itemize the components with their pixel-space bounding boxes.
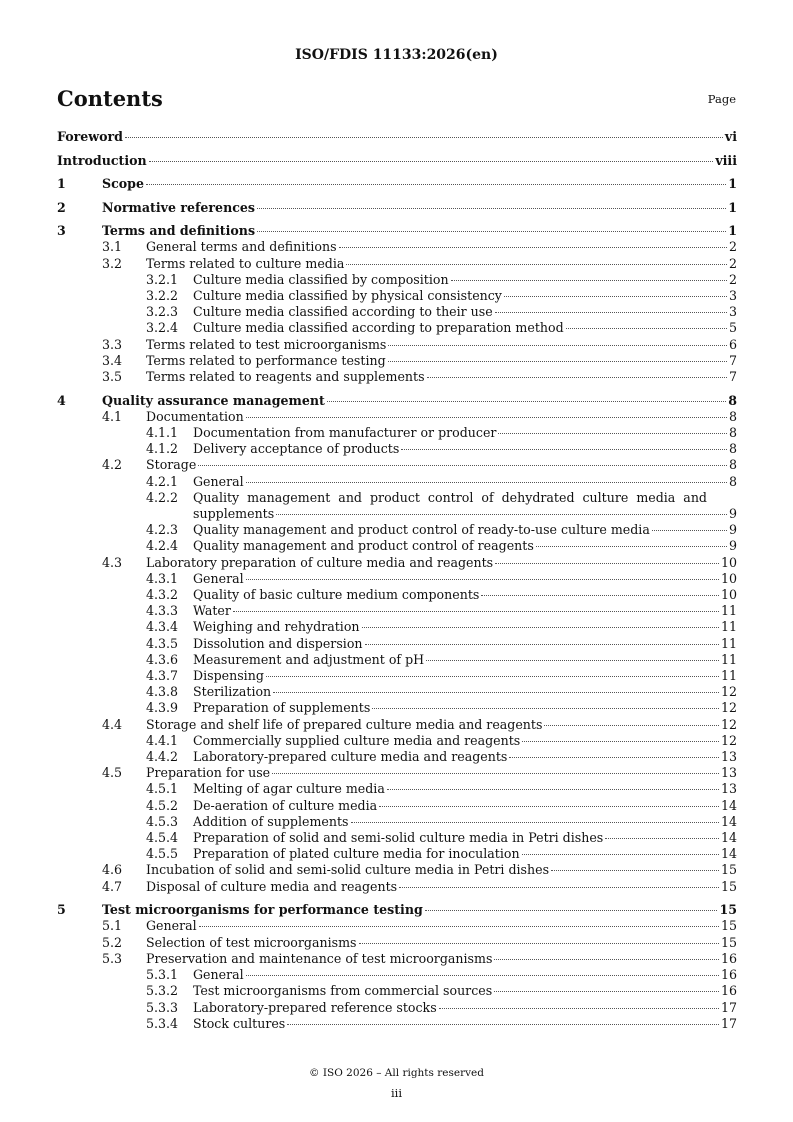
toc-leader-dots	[362, 627, 719, 628]
toc-entry-number: 5	[57, 902, 66, 918]
toc-entry-title: Storage and shelf life of prepared culture media and reagents	[146, 716, 543, 732]
toc-entry-title: Foreword	[57, 129, 123, 144]
toc-entry-title: Disposal of culture media and reagents	[146, 878, 398, 894]
toc-entry[interactable]	[57, 369, 737, 385]
toc-entry[interactable]	[57, 846, 737, 862]
toc-entry-title: Quality management and product control of dehydrated culture media and	[193, 489, 707, 505]
toc-entry-title: Culture media classified by physical consistency	[193, 287, 502, 303]
toc-entry-number: 4.2	[102, 457, 123, 473]
toc-entry-number: 4.3.2	[146, 587, 179, 603]
toc-entry[interactable]	[57, 935, 737, 951]
toc-entry-page: 8	[728, 425, 737, 440]
toc-leader-dots	[199, 926, 719, 927]
toc-entry-number: 3.3	[102, 336, 123, 352]
toc-entry-page: 12	[720, 684, 737, 700]
toc-entry-title: Preparation of solid and semi-solid culture media in Petri dishes	[193, 830, 604, 846]
toc-entry-title: Documentation from manufacturer or producer	[193, 425, 497, 440]
toc-entry-title: Addition of supplements	[193, 813, 349, 829]
toc-entry[interactable]	[57, 814, 737, 830]
toc-leader-dots	[257, 231, 726, 232]
toc-entry-number: 5.3.3	[146, 999, 179, 1015]
toc-entry-title: Culture media classified according to preparation method	[193, 320, 564, 336]
toc-entry-number: 4.4.2	[146, 749, 179, 765]
toc-leader-dots	[495, 563, 719, 564]
toc-entry-page: 7	[728, 369, 737, 384]
toc-entry-title: Preparation for use	[146, 765, 271, 781]
toc-entry[interactable]	[57, 781, 737, 797]
toc-entry-page: 10	[720, 570, 737, 586]
toc-entry-page: 1	[728, 223, 737, 239]
toc-entry-title: Preparation of supplements	[193, 700, 371, 716]
toc-entry-number: 4.4	[102, 716, 123, 732]
toc-leader-dots	[351, 822, 719, 823]
toc-entry-number: 4.4.1	[146, 732, 179, 748]
page-number: iii	[390, 1086, 403, 1100]
toc-entry-number: 4.5.1	[146, 781, 179, 797]
toc-entry-page: 8	[728, 408, 737, 424]
toc-entry-number: 4.2.1	[146, 473, 179, 489]
toc-entry-title: General	[146, 918, 197, 934]
toc-entry-number: 3.2.3	[146, 304, 179, 320]
toc-leader-dots	[372, 708, 719, 709]
toc-leader-dots	[365, 644, 719, 645]
toc-entry[interactable]	[57, 223, 737, 239]
toc-leader-dots	[426, 660, 719, 661]
toc-entry-page: 12	[720, 700, 737, 716]
toc-entry-page: 8	[728, 441, 737, 457]
toc-entry[interactable]	[57, 652, 737, 668]
toc-entry-page: 13	[720, 749, 737, 765]
toc-leader-dots	[246, 417, 727, 418]
toc-leader-dots	[276, 514, 727, 515]
toc-entry-number: 4.5.4	[146, 830, 179, 846]
toc-entry-number: 4.3.7	[146, 668, 179, 684]
toc-entry-title: Quality management and product control of reagents	[193, 538, 534, 554]
toc-entry-title: Sterilization	[193, 684, 272, 700]
toc-entry[interactable]	[57, 129, 737, 145]
toc-leader-dots	[522, 741, 719, 742]
toc-entry-page: 11	[720, 651, 737, 667]
toc-entry-number: 4.2.2	[146, 489, 179, 505]
toc-entry-number: 4.3.9	[146, 700, 179, 716]
toc-entry-number: 3	[57, 223, 66, 239]
toc-entry-title: Quality management and product control of ready-to-use culture media	[193, 522, 650, 538]
toc-entry-number: 4.3.3	[146, 603, 179, 619]
document-header: ISO/FDIS 11133:2026(en)	[295, 47, 498, 63]
toc-leader-dots	[509, 757, 719, 758]
toc-entry-title: Terms related to performance testing	[146, 352, 386, 368]
toc-leader-dots	[198, 465, 727, 466]
toc-entry-page: 3	[728, 287, 737, 303]
toc-entry-number: 3.2.1	[146, 271, 179, 287]
toc-entry-title: General	[193, 473, 244, 489]
toc-entry-title: Culture media classified by composition	[193, 271, 449, 287]
toc-entry[interactable]	[57, 603, 737, 619]
toc-leader-dots	[146, 184, 726, 185]
toc-leader-dots	[652, 530, 727, 531]
toc-entry[interactable]	[57, 749, 737, 765]
toc-entry[interactable]	[57, 636, 737, 652]
toc-entry-title: Laboratory-prepared reference stocks	[193, 999, 437, 1015]
toc-leader-dots	[522, 854, 719, 855]
toc-entry-number: 4.1.1	[146, 425, 179, 440]
toc-entry-title: Measurement and adjustment of pH	[193, 651, 425, 667]
toc-entry-number: 5.3.4	[146, 1015, 179, 1031]
toc-entry[interactable]	[57, 879, 737, 895]
toc-leader-dots	[125, 137, 723, 138]
toc-entry-number: 3.2	[102, 255, 123, 271]
toc-leader-dots	[451, 280, 727, 281]
toc-entry-page: 3	[728, 304, 737, 320]
toc-entry-page: 14	[720, 813, 737, 829]
toc-entry-page: 16	[720, 950, 737, 966]
toc-entry-title: Quality assurance management	[102, 392, 325, 408]
toc-entry[interactable]	[57, 733, 737, 749]
toc-leader-dots	[149, 161, 714, 162]
toc-entry-number: 4.3.4	[146, 619, 179, 635]
toc-entry[interactable]	[57, 967, 737, 983]
toc-entry[interactable]	[57, 200, 737, 216]
page-title: Contents	[57, 86, 163, 111]
toc-entry-number: 4.5.5	[146, 846, 179, 862]
toc-entry-number: 4.5.3	[146, 813, 179, 829]
toc-entry[interactable]	[57, 668, 737, 684]
toc-entry-number: 4.1	[102, 408, 123, 424]
toc-entry[interactable]	[57, 490, 737, 506]
toc-entry[interactable]	[57, 304, 737, 320]
toc-entry-number: 2	[57, 199, 66, 215]
toc-entry-page: 15	[720, 934, 737, 950]
toc-entry-title: Terms and definitions	[102, 223, 256, 239]
toc-entry[interactable]	[57, 153, 737, 169]
toc-entry-title: Scope	[102, 176, 144, 192]
toc-leader-dots	[257, 208, 726, 209]
toc-entry-number: 3.2.2	[146, 287, 179, 303]
toc-entry[interactable]	[57, 474, 737, 490]
toc-entry[interactable]	[57, 522, 737, 538]
toc-entry[interactable]	[57, 862, 737, 878]
toc-entry-number: 4.6	[102, 862, 123, 878]
toc-entry-title: Preparation of plated culture media for inoculation	[193, 846, 520, 862]
toc-entry-title: Terms related to reagents and supplements	[146, 369, 425, 384]
toc-entry[interactable]	[57, 538, 737, 554]
toc-entry[interactable]	[57, 441, 737, 457]
toc-entry-title: Documentation	[146, 408, 244, 424]
toc-entry[interactable]	[57, 684, 737, 700]
toc-leader-dots	[401, 449, 727, 450]
toc-leader-dots	[379, 806, 719, 807]
toc-entry-page: 15	[720, 862, 737, 878]
toc-entry-page: 2	[728, 255, 737, 271]
toc-entry-title: Melting of agar culture media	[193, 781, 385, 797]
toc-entry-title-continued: supplements	[193, 506, 275, 522]
toc-entry-number: 4.3.1	[146, 570, 179, 586]
toc-leader-dots	[566, 328, 727, 329]
toc-leader-dots	[425, 910, 718, 911]
toc-entry-title: Commercially supplied culture media and reagents	[193, 732, 521, 748]
toc-entry-number: 3.2.4	[146, 320, 179, 336]
toc-entry-page: 17	[720, 1015, 737, 1031]
toc-entry-number: 4	[57, 392, 66, 408]
toc-entry-number: 5.3.1	[146, 967, 179, 983]
toc-entry-page: 6	[728, 336, 737, 352]
toc-entry-number: 5.2	[102, 934, 123, 950]
toc-entry[interactable]	[57, 272, 737, 288]
toc-entry-title: Selection of test microorganisms	[146, 934, 357, 950]
toc-entry-page: 13	[720, 765, 737, 781]
toc-entry[interactable]	[57, 239, 737, 255]
toc-leader-dots	[327, 401, 726, 402]
toc-entry-page: 16	[720, 967, 737, 983]
toc-entry-page: 5	[728, 320, 737, 336]
toc-leader-dots	[439, 1008, 719, 1009]
toc-entry-title: Weighing and rehydration	[193, 619, 360, 635]
toc-entry[interactable]	[57, 320, 737, 336]
toc-entry-page: 11	[720, 668, 737, 684]
toc-leader-dots	[266, 676, 719, 677]
toc-entry-page: 11	[720, 619, 737, 635]
toc-leader-dots	[536, 546, 727, 547]
toc-entry-page: 15	[719, 902, 737, 918]
toc-entry-page: 10	[720, 554, 737, 570]
toc-leader-dots	[605, 838, 719, 839]
toc-entry-number: 4.2.4	[146, 538, 179, 554]
toc-entry[interactable]	[57, 571, 737, 587]
toc-entry-page: 1	[728, 199, 737, 215]
toc-leader-dots	[494, 959, 719, 960]
toc-leader-dots	[495, 312, 727, 313]
toc-leader-dots	[399, 887, 719, 888]
toc-leader-dots	[544, 725, 719, 726]
toc-entry-page: viii	[715, 152, 737, 168]
toc-entry-page: 16	[720, 983, 737, 999]
toc-entry-page: 8	[728, 473, 737, 489]
toc-entry[interactable]	[57, 700, 737, 716]
toc-entry-number: 3.1	[102, 239, 123, 255]
toc-entry-number: 4.5	[102, 765, 123, 781]
toc-entry[interactable]	[57, 983, 737, 999]
toc-entry-page: 2	[728, 271, 737, 287]
toc-entry-title: Dispensing	[193, 668, 264, 684]
toc-entry-page: 1	[728, 176, 737, 192]
toc-entry-title: Test microorganisms from commercial sources	[193, 983, 493, 999]
toc-entry-page: 14	[720, 830, 737, 846]
toc-entry[interactable]	[57, 619, 737, 635]
toc-entry[interactable]	[57, 902, 737, 918]
toc-leader-dots	[359, 943, 719, 944]
toc-entry-page: 2	[728, 239, 737, 255]
toc-entry-title: Normative references	[102, 199, 256, 215]
toc-entry[interactable]	[57, 337, 737, 353]
toc-entry-title: Terms related to test microorganisms	[146, 336, 387, 352]
toc-entry-title: Culture media classified according to their use	[193, 304, 493, 320]
toc-entry-number: 4.1.2	[146, 441, 179, 457]
toc-entry-number: 1	[57, 176, 66, 192]
toc-entry-page: 9	[728, 522, 737, 538]
toc-entry-title: Delivery acceptance of products	[193, 441, 400, 457]
toc-entry[interactable]	[57, 587, 737, 603]
toc-entry[interactable]	[57, 457, 737, 473]
toc-entry-number: 5.3	[102, 950, 123, 966]
toc-entry[interactable]	[57, 830, 737, 846]
toc-entry-title: Laboratory-prepared culture media and reagents	[193, 749, 508, 765]
toc-leader-dots	[504, 296, 727, 297]
toc-entry-page: 15	[720, 918, 737, 934]
toc-entry-number: 3.4	[102, 352, 123, 368]
toc-entry-title: Incubation of solid and semi-solid culture media in Petri dishes	[146, 862, 550, 878]
toc-entry-number: 4.3	[102, 554, 123, 570]
toc-entry[interactable]	[57, 409, 737, 425]
toc-entry-number: 4.3.5	[146, 635, 179, 651]
toc-entry-page: 9	[728, 538, 737, 554]
toc-entry-page: 12	[720, 716, 737, 732]
toc-leader-dots	[388, 345, 727, 346]
toc-entry-number: 4.7	[102, 878, 123, 894]
toc-entry-page: 9	[728, 506, 737, 522]
toc-entry-number: 3.5	[102, 369, 123, 384]
toc-entry-title: General	[193, 570, 244, 586]
toc-entry-page: 14	[720, 846, 737, 862]
toc-entry-number: 5.3.2	[146, 983, 179, 999]
toc-entry-page: 11	[720, 603, 737, 619]
toc-leader-dots	[246, 482, 727, 483]
copyright-notice: © ISO 2026 – All rights reserved	[309, 1067, 484, 1079]
toc-entry[interactable]	[57, 1016, 737, 1032]
toc-entry-number: 4.5.2	[146, 797, 179, 813]
toc-entry[interactable]	[57, 256, 737, 272]
toc-entry-title: Water	[193, 603, 231, 619]
toc-entry-number: 4.2.3	[146, 522, 179, 538]
toc-entry-title: General	[193, 967, 244, 983]
toc-entry[interactable]	[57, 717, 737, 733]
toc-entry-title: Laboratory preparation of culture media and reagents	[146, 554, 494, 570]
toc-leader-dots	[387, 789, 719, 790]
page-column-label: Page	[707, 92, 736, 106]
toc-leader-dots	[246, 975, 719, 976]
toc-entry-page: 12	[720, 732, 737, 748]
toc-entry[interactable]	[57, 176, 737, 192]
toc-entry[interactable]	[57, 798, 737, 814]
toc-entry-title: Dissolution and dispersion	[193, 635, 363, 651]
toc-entry-title: Introduction	[57, 152, 147, 168]
toc-entry-page: 13	[720, 781, 737, 797]
toc-leader-dots	[551, 870, 719, 871]
toc-entry-number: 5.1	[102, 918, 123, 934]
toc-leader-dots	[339, 247, 727, 248]
toc-entry-page: 11	[720, 635, 737, 651]
toc-leader-dots	[498, 433, 727, 434]
toc-entry-title: General terms and definitions	[146, 239, 337, 255]
toc-entry-title: De-aeration of culture media	[193, 797, 378, 813]
toc-entry[interactable]	[57, 288, 737, 304]
toc-entry-title: Storage	[146, 457, 197, 473]
toc-entry-continuation[interactable]	[57, 506, 737, 522]
toc-entry-page: vi	[724, 129, 737, 144]
toc-entry-page: 8	[728, 457, 737, 473]
toc-entry[interactable]	[57, 353, 737, 369]
toc-entry[interactable]	[57, 425, 737, 441]
toc-entry-page: 17	[720, 999, 737, 1015]
toc-leader-dots	[233, 611, 719, 612]
toc-entry-title: Test microorganisms for performance testing	[102, 902, 423, 918]
toc-entry-page: 8	[728, 392, 737, 408]
toc-entry-title: Stock cultures	[193, 1015, 286, 1031]
toc-entry[interactable]	[57, 951, 737, 967]
toc-entry[interactable]	[57, 918, 737, 934]
toc-entry[interactable]	[57, 1000, 737, 1016]
toc-entry-title: Quality of basic culture medium components	[193, 587, 480, 603]
toc-leader-dots	[388, 361, 727, 362]
toc-leader-dots	[481, 595, 719, 596]
toc-entry[interactable]	[57, 393, 737, 409]
toc-entry[interactable]	[57, 555, 737, 571]
toc-leader-dots	[246, 579, 719, 580]
toc-entry[interactable]	[57, 765, 737, 781]
toc-entry-page: 15	[720, 878, 737, 894]
toc-entry-page: 14	[720, 797, 737, 813]
toc-leader-dots	[287, 1024, 719, 1025]
toc-entry-page: 10	[720, 587, 737, 603]
toc-entry-number: 4.3.8	[146, 684, 179, 700]
toc-leader-dots	[427, 377, 727, 378]
toc-leader-dots	[272, 773, 719, 774]
toc-leader-dots	[494, 991, 719, 992]
table-of-contents	[57, 129, 737, 1032]
toc-leader-dots	[273, 692, 719, 693]
toc-entry-page: 7	[728, 352, 737, 368]
toc-entry-title: Terms related to culture media	[146, 255, 345, 271]
toc-entry-title: Preservation and maintenance of test microorganisms	[146, 950, 493, 966]
toc-leader-dots	[346, 264, 727, 265]
toc-entry-number: 4.3.6	[146, 651, 179, 667]
